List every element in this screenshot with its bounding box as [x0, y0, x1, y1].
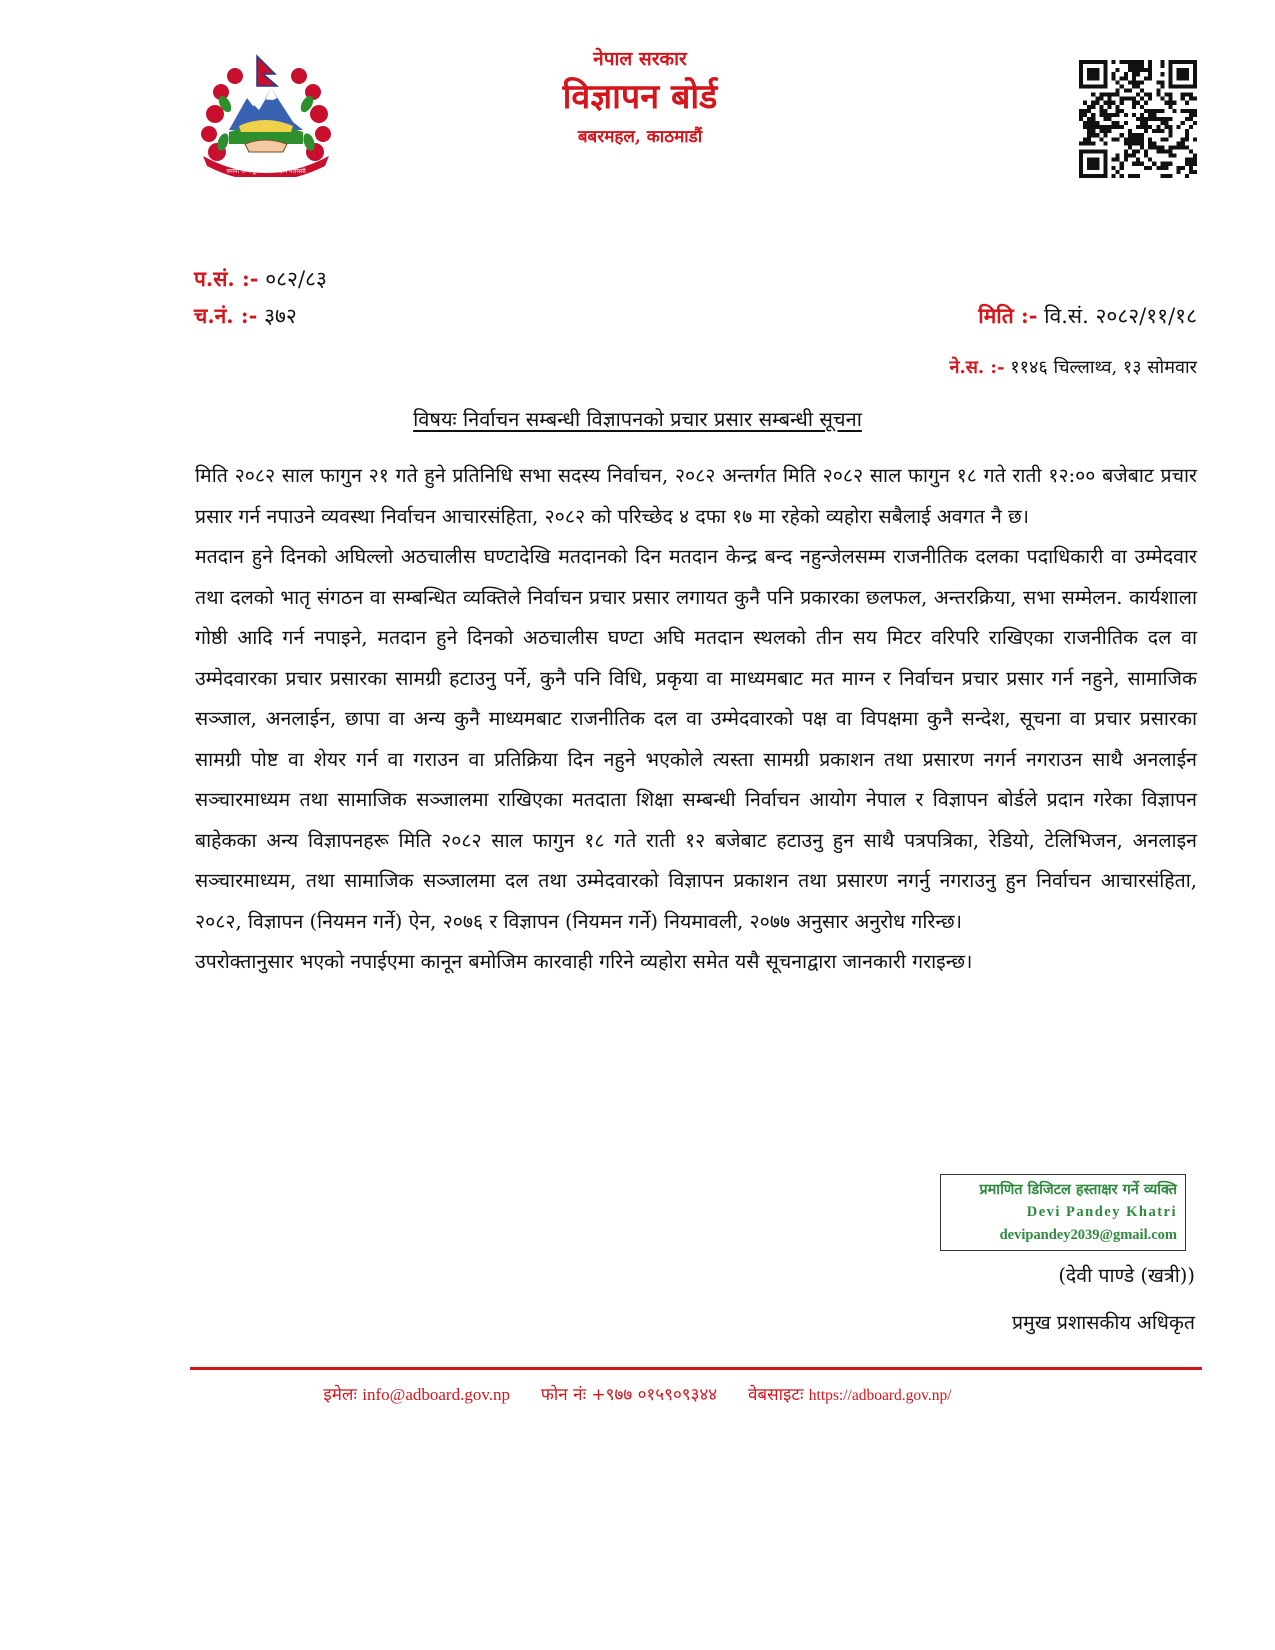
- date-label: मिति :-: [978, 303, 1038, 328]
- phone-label: फोन नंः: [540, 1385, 587, 1405]
- nepal-sambat-date: [949, 354, 1197, 382]
- nepal-coat-of-arms-icon: [195, 52, 337, 177]
- ns-value: ११४६ चिल्लाथ्व, १३ सोमवार: [1010, 357, 1197, 378]
- signatory-title: प्रमुख प्रशासकीय अधिकृत: [1011, 1311, 1195, 1334]
- dispatch-number: [194, 302, 297, 330]
- footer-divider: [190, 1367, 1202, 1370]
- letterhead: [450, 46, 830, 150]
- cn-value: ३७२: [264, 304, 297, 328]
- cn-label: च.नं. :-: [194, 303, 258, 328]
- signer-email: devipandey2039@gmail.com: [999, 1227, 1177, 1243]
- body-paragraph-2: मतदान हुने दिनको अघिल्लो अठचालीस घण्टादेखि मतदानको दिन मतदान केन्द्र बन्द नहुन्जेलसम्म राजनीतिक दलका पदाधिकारी वा उम्मेदवार तथा दलको भातृ संगठन वा सम्बन्धित व्यक्तिले निर्वाचन प्रचार प्रसार लगायत कुनै पनि प्रकारका छलफल, अन्तरक्रिया, सभा सम्मेलन. कार्यशाला गोष्ठी आदि गर्न नपाइने, मतदान हुने दिनको अठचालीस घण्टा अघि मतदान स्थलको तीन सय मिटर वरिपरि राखिएका राजनीतिक दल वा उम्मेदवारका प्रचार प्रसारका सामग्री हटाउनु पर्ने, कुनै पनि विधि, प्रकृया वा माध्यमबाट मत माग्न र निर्वाचन प्रचार प्रसार गर्न नहुने, सामाजिक सञ्जाल, अनलाईन, छापा वा अन्य कुनै माध्यमबाट राजनीतिक दल वा उम्मेदवारको पक्ष वा विपक्षमा कुनै सन्देश, सूचना वा प्रचार प्रसारका सामग्री पोष्ट वा शेयर गर्न वा गराउन वा प्रतिक्रिया दिन नहुने भएकोले त्यस्ता सामग्री प्रकाशन तथा प्रसारण नगर्न नगराउन साथै अनलाईन सञ्चारमाध्यम तथा सामाजिक सञ्जालमा राखिएका मतदाता शिक्षा सम्बन्धी निर्वाचन आयोग नेपाल र विज्ञापन बोर्डले प्रदान गरेका विज्ञापन बाहेकका अन्य विज्ञापनहरू मिति २०८२ साल फागुन १८ गते राती १२ बजेबाट हटाउनु हुन साथै पत्रपत्रिका, रेडियो, टेलिभिजन, अनलाइन सञ्चारमाध्यम, तथा सामाजिक सञ्जालमा दल तथा उम्मेदवारको विज्ञापन प्रकाशन तथा प्रसारण नगर्नु नगराउनु हुन निर्वाचन आचारसंहिता, २०८२, विज्ञापन (नियमन गर्ने) ऐन, २०७६ र विज्ञापन (नियमन गर्ने) नियमावली, २०७७ अनुसार अनुरोध गरिन्छ।: [195, 545, 1197, 933]
- government-name: नेपाल सरकार: [593, 48, 687, 70]
- date-value: वि.सं. २०८२/११/१८: [1044, 304, 1197, 328]
- email-label: इमेलः: [323, 1385, 357, 1405]
- organization-name: विज्ञापन बोर्ड: [562, 77, 718, 117]
- qr-code-icon: [1079, 60, 1197, 178]
- letter-reference-number: [194, 265, 327, 293]
- subject-line: [0, 405, 1275, 433]
- signatory-name: (देवी पाण्डे (खत्री)): [1058, 1264, 1195, 1287]
- organization-address: बबरमहल, काठमाडौं: [577, 127, 703, 147]
- body-paragraph-1: मिति २०८२ साल फागुन २१ गते हुने प्रतिनिधि सभा सदस्य निर्वाचन, २०८२ अन्तर्गत मिति २०८२ साल फागुन १८ गते राती १२:०० बजेबाट प्रचार प्रसार गर्न नपाउने व्यवस्था निर्वाचन आचारसंहिता, २०८२ को परिच्छेद ४ दफा १७ मा रहेको व्यहोरा सबैलाई अवगत नै छ।: [195, 464, 1197, 528]
- ps-value: ०८२/८३: [265, 267, 327, 291]
- website-label: वेबसाइटः: [747, 1385, 804, 1405]
- footer-contact: [0, 1382, 1275, 1409]
- ps-label: प.सं. :-: [194, 266, 259, 291]
- signature-caption: प्रमाणित डिजिटल हस्ताक्षर गर्ने व्यक्ति: [979, 1181, 1177, 1198]
- notice-body: [195, 456, 1197, 983]
- letter-date: [978, 302, 1197, 330]
- contact-website[interactable]: https://adboard.gov.np/: [808, 1387, 952, 1404]
- svg-text:जननी जन्मभूमिश्च स्वर्गादपि गर: जननी जन्मभूमिश्च स्वर्गादपि गरीयसी: [226, 168, 306, 175]
- contact-email[interactable]: info@adboard.gov.np: [362, 1385, 510, 1404]
- signer-name: Devi Pandey Khatri: [1026, 1204, 1177, 1220]
- body-paragraph-3: उपरोक्तानुसार भएको नपाईएमा कानून बमोजिम कारवाही गरिने व्यहोरा समेत यसै सूचनाद्वारा जानकारी गराइन्छ।: [195, 950, 973, 973]
- subject-text: विषयः निर्वाचन सम्बन्धी विज्ञापनको प्रचार प्रसार सम्बन्धी सूचना: [413, 407, 862, 431]
- ns-label: ने.स. :-: [949, 357, 1005, 378]
- digital-signature-box: [940, 1174, 1186, 1251]
- contact-phone: +९७७ ०१५९०९३४४: [591, 1385, 718, 1405]
